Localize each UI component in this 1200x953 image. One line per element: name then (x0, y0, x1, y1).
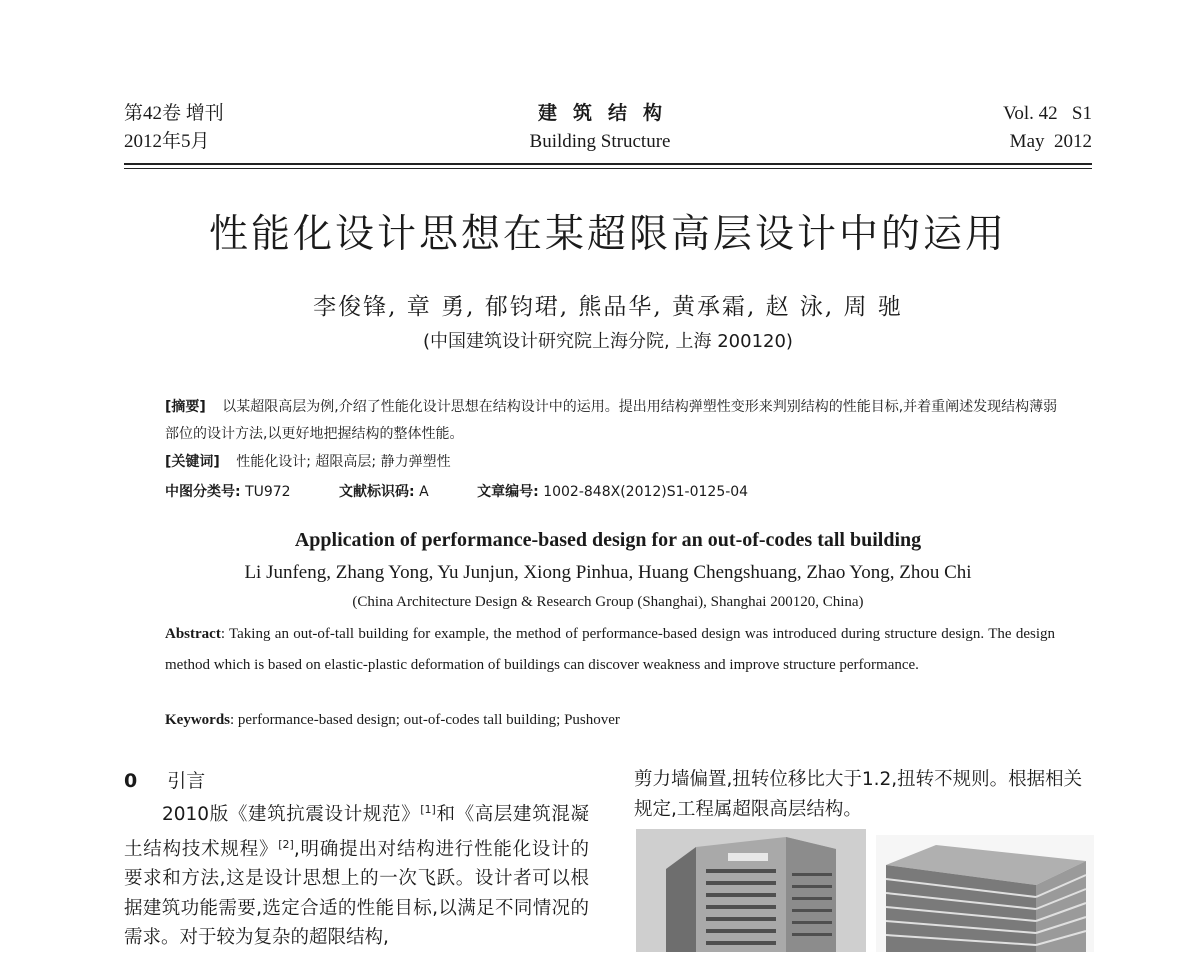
abstract-text-en: : Taking an out-of-tall building for example, the method of performance-based design was introduced during structure design. The design method which is based on elastic-plastic deformation of buildings can discover weakness and improve structure performance. (165, 626, 1055, 673)
article-no-value: 1002-848X(2012)S1-0125-04 (543, 484, 749, 500)
abstract-label-en: Abstract (165, 626, 221, 642)
section-number: 0 (124, 770, 138, 792)
affiliation-cn: (中国建筑设计研究院上海分院, 上海 200120) (423, 331, 793, 352)
reference-1: [1] (420, 803, 436, 816)
clc-label: 中图分类号: (165, 484, 241, 500)
doc-code-label: 文献标识码: (339, 484, 415, 500)
article-no-label: 文章编号: (477, 484, 539, 500)
journal-volume-info (124, 100, 224, 156)
journal-vol-en: Vol. 42 S1 (1003, 103, 1092, 124)
keywords-text-cn: 性能化设计; 超限高层; 静力弹塑性 (236, 454, 451, 470)
structural-model-graphic (876, 835, 1094, 952)
clc-value: TU972 (245, 484, 291, 500)
building-photo-graphic (636, 829, 866, 952)
building-photo (636, 829, 866, 952)
classification-row (165, 481, 792, 501)
keywords-text-en: : performance-based design; out-of-codes tall building; Pushover (230, 712, 620, 728)
journal-name-en: Building Structure (529, 131, 671, 152)
section-heading (124, 766, 205, 793)
intro-text-a: 2010版《建筑抗震设计规范》 (162, 804, 421, 826)
paper-title-cn: 性能化设计思想在某超限高层设计中的运用 (208, 212, 1007, 257)
header-rule-thin (124, 168, 1092, 169)
author-list-en: Li Junfeng, Zhang Yong, Yu Junjun, Xiong Pinhua, Huang Chengshuang, Zhao Yong, Zhou Chi (244, 562, 972, 583)
journal-volume: 第42卷 增刊 (124, 103, 224, 124)
keywords-label-cn: [关键词] (165, 454, 220, 470)
journal-name-cn: 建筑结构 (537, 103, 678, 124)
structural-model (876, 835, 1094, 952)
affiliation-en: (China Architecture Design & Research Group (Shanghai), Shanghai 200120, China) (352, 594, 864, 610)
abstract-text-cn: 以某超限高层为例,介绍了性能化设计思想在结构设计中的运用。提出用结构弹塑性变形来判别结构的性能目标,并着重阐述发现结构薄弱部位的设计方法,以更好地把握结构的整体性能。 (165, 399, 1058, 442)
author-list-cn: 李俊锋, 章 勇, 郁钧珺, 熊品华, 黄承霜, 赵 泳, 周 驰 (313, 294, 903, 320)
header-rule-thick (124, 163, 1092, 165)
paper-title-en: Application of performance-based design for an out-of-codes tall building (294, 529, 922, 551)
abstract-label-cn: [摘要] (165, 399, 206, 415)
keywords-cn (165, 451, 451, 471)
intro-text-b: 和《高层建筑混凝土结构技术规程》 (124, 804, 589, 860)
doc-code-value: A (419, 484, 429, 500)
abstract-en (165, 619, 1055, 680)
keywords-en (165, 712, 620, 729)
journal-date-cn: 2012年5月 (124, 131, 210, 152)
intro-paragraph (124, 795, 589, 953)
keywords-label-en: Keywords (165, 712, 230, 728)
journal-name (440, 100, 760, 156)
right-column-paragraph: 剪力墙偏置,扭转位移比大于1.2,扭转不规则。根据相关规定,工程属超限高层结构。 (634, 769, 1083, 820)
intro-text-c: ,明确提出对结构进行性能化设计的要求和方法,这是设计思想上的一次飞跃。设计者可以根据建筑功能需要,选定合适的性能目标,以满足不同情况的需求。对于较为复杂的超限结构, (124, 838, 589, 949)
reference-2: [2] (278, 837, 294, 851)
section-title: 引言 (167, 770, 206, 792)
journal-issue-info (1003, 100, 1092, 156)
journal-date-en: May 2012 (1009, 131, 1092, 152)
abstract-cn (165, 394, 1060, 448)
